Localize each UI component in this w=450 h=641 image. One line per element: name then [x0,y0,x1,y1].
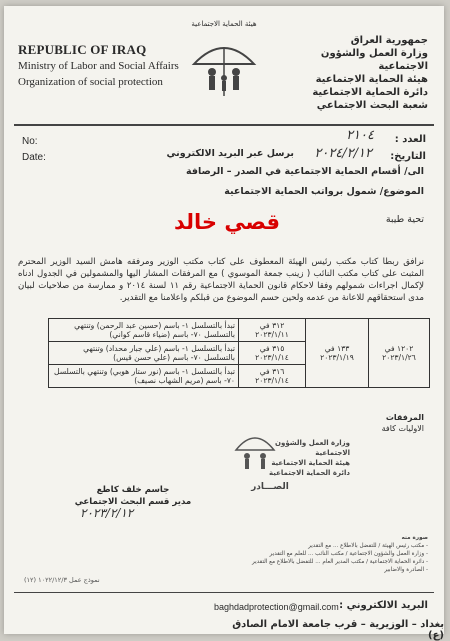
number-label: العدد : [394,134,426,145]
header-country: REPUBLIC OF IRAQ [18,42,147,57]
subject-line: الموضوع/ شمول برواتب الحماية الاجتماعية [224,186,424,197]
sub-date: ٢٠٢٣/١/١١ [255,330,289,339]
header-ar-authority: هيئة الحماية الاجتماعية [315,74,428,85]
header-ministry: Ministry of Labor and Social Affairs [18,60,179,72]
logo-caption: هيئة الحماية الاجتماعية [191,20,257,28]
stamp-line-department: دائرة الحماية الاجتماعية [269,469,350,477]
addressee-line: الى/ أقسام الحماية الاجتماعية في الصدر – الرصافة [186,166,424,177]
beneficiaries-table [48,318,430,388]
row-number-date: ٢٠٢٣/١/١٩ [320,353,354,362]
family-umbrella-icon [184,34,264,104]
sub-number: ٣١٦ في [259,367,285,376]
date-label: Date: [22,152,46,163]
row-number: ١٣٣ في [324,344,350,353]
copy-to-line: - وزارة العمل والشؤون الاجتماعية / مكتب النائب ... للعلم مع التقدير [269,551,428,557]
desc-cell: تبدأ بالتسلسل ١- باسم (نور ستار هوبي) وتنتهي بالتسلسل ٧٠- باسم (مريم الشهاب نصيف) [49,365,239,388]
header-ar-ministry: وزارة العمل والشؤون الاجتماعية [320,48,428,72]
form-code: نموذج عمل ١٠٢٢/١٢/٣ (١٢) [24,576,100,584]
header-ar-department: دائرة الحماية الاجتماعية [312,87,428,98]
no-label: No: [22,136,38,147]
desc-cell: تبدأ بالتسلسل ١- باسم (علي جبار محداد) وتنتهي بالتسلسل ٧٠- باسم (علي حسن قيس) [49,342,239,365]
number-value: ٢١٠٤ [346,128,374,143]
signature-date: ٢٠٢٣/٢/١٢ [80,506,134,520]
signatory-title: مدير قسم البحث الاجتماعي [74,497,192,507]
copy-to-title: صورة منه [401,535,428,541]
sent-via: برسل عبر البريد الالكتروني [166,148,294,159]
ref-date: ٢٠٢٣/١/٢٦ [382,353,416,362]
signatory-name: جاسم خلف كاطع [96,485,170,495]
email-label: البريد الالكتروني : [339,600,428,611]
stamp-line-authority: هيئة الحماية الاجتماعية [271,459,350,467]
header-ar-section: شعبة البحث الاجتماعي [316,100,428,111]
header-divider [14,124,434,126]
header-english [18,42,188,90]
attachments-text: الاوليات كافة [381,424,424,433]
sub-date: ٢٠٢٣/١/١٤ [255,376,289,385]
overlay-name: قصي خالد [173,210,281,234]
official-stamp [200,438,350,494]
table-row [49,319,430,342]
stamp-outgoing: الصـــادر [251,482,289,492]
footer-divider [14,592,434,593]
num-cell [306,319,369,388]
sub-number: ٣١٢ في [259,321,285,330]
date-value: ٢٠٢٤/٢/١٢ [314,146,372,161]
attachments-title: المرفقات [385,413,424,422]
header-ar-country: جمهورية العراق [350,35,428,46]
sub-date: ٢٠٢٣/١/١٤ [255,353,289,362]
sub-cell [239,365,306,388]
ref-cell [369,319,430,388]
sub-cell [239,319,306,342]
copy-to-block [18,534,428,574]
stamp-text [260,438,350,478]
desc-cell: تبدأ بالتسلسل ١- باسم (حسين عبد الرحمن) وتنتهي بالتسلسل ٧٠- باسم (ضياء قاسم كواني) [49,319,239,342]
copy-to-line: - دائرة الحماية الاجتماعية / مكتب المدير العام ... للتفضل بالاطلاع مع التقدير [252,559,428,565]
greeting: تحية طيبة [385,214,424,225]
email-address[interactable]: baghdadprotection@gmail.com [214,602,339,612]
copy-to-line: - الصادرة والاضابير [384,567,428,573]
sub-cell [239,342,306,365]
sub-number: ٣١٥ في [259,344,285,353]
document-page [4,6,444,641]
copy-to-line: - مكتب رئيس الهيئة / للتفضل بالاطلاع ... مع التقدير [308,543,428,549]
address: بغداد – الوزيرية – قرب جامعة الامام الصادق (ع) [232,619,444,641]
signature-block [58,484,208,508]
stamp-line-ministry: وزارة العمل والشؤون الاجتماعية [275,439,350,457]
ref-number: ١٢٠٢ في [384,344,414,353]
attachments-note [382,412,424,434]
organization-logo [184,20,264,104]
header-organization: Organization of social protection [18,76,163,88]
header-arabic [278,34,428,112]
body-paragraph: نرافق ربطا كتاب مكتب رئيس الهيئة المعطوف على كتاب مكتب الوزير ومرفقه هامش السيد الوزير المحترم المثبت على كتاب مكتب النائب ( زينب جمعة الموسوي ) مع المرفقات المشار اليها والمشمولين في الجدول ادناه لإكمال اجراءات شمولهم وفقا لاحكام قانون الحماية الاجتماعية رقم ١١ لسنة ٢٠١٤ و ممارسة من صلاحيات لبيان مدى استحقاقهم للاعانة من عدمه ولحين حسم الموضوع من قبلكم واعلامنا مع التقدير. [18,257,425,303]
date-ar-label: التاريخ: [390,151,426,162]
